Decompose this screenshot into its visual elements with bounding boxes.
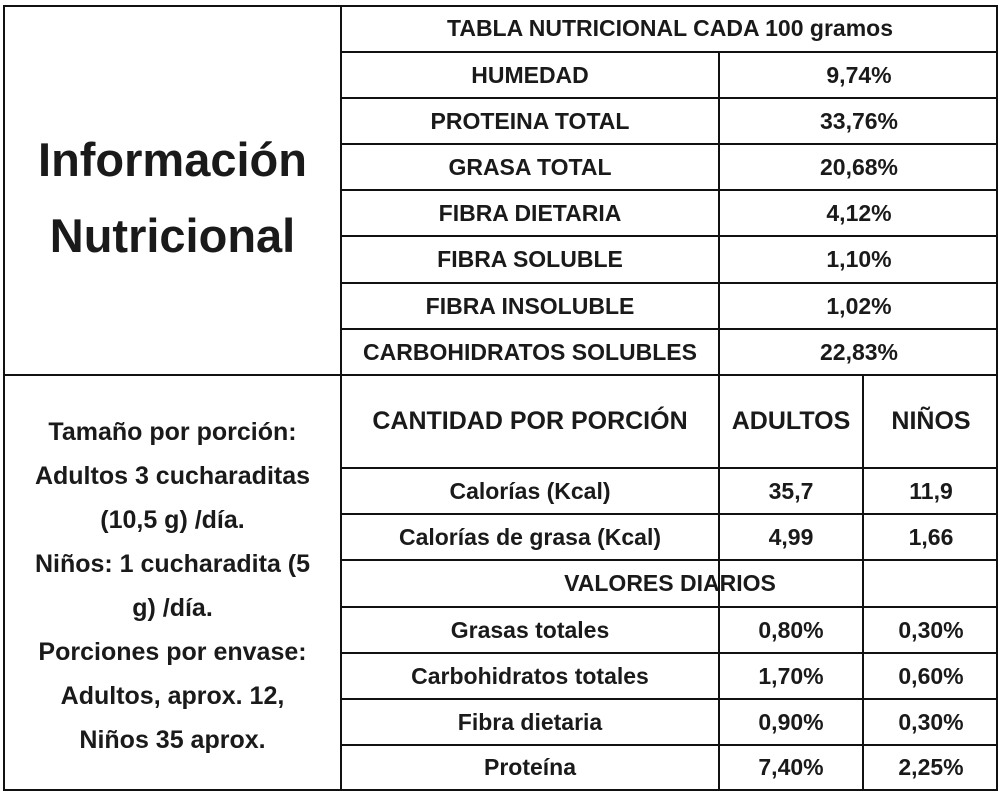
serving-line: Adultos 3 cucharaditas <box>34 462 311 490</box>
serving-line: Adultos, aprox. 12, <box>60 682 285 710</box>
nutrient-label: CARBOHIDRATOS SOLUBLES <box>363 338 697 365</box>
title-line: Nutricional <box>49 209 296 262</box>
daily-row-kids: 0,60% <box>898 662 964 689</box>
serving-line: g) /día. <box>132 594 213 622</box>
nutrient-label: GRASA TOTAL <box>448 153 612 180</box>
serving-line: (10,5 g) /día. <box>100 506 245 534</box>
table-row-kids: 11,9 <box>909 477 953 504</box>
daily-row-adults: 7,40% <box>758 754 824 780</box>
section-header-daily-values: VALORES DIARIOS <box>564 570 776 596</box>
daily-row-label: Proteína <box>483 754 577 780</box>
table-row-adults: 35,7 <box>768 477 814 504</box>
serving-size-info <box>5 410 340 762</box>
daily-row-kids: 2,25% <box>898 754 964 780</box>
daily-row-label: Fibra dietaria <box>457 708 603 735</box>
serving-line: Porciones por envase: <box>38 638 307 666</box>
column-header-kids: NIÑOS <box>891 407 971 435</box>
serving-line: Niños 35 aprox. <box>79 726 266 754</box>
daily-row-adults: 1,70% <box>758 662 824 689</box>
nutrient-value: 4,12% <box>826 199 892 226</box>
daily-row-adults: 0,90% <box>758 708 824 735</box>
serving-line: Niños: 1 cucharadita (5 <box>34 550 311 578</box>
daily-row-adults: 0,80% <box>758 616 824 643</box>
daily-row-label: Grasas totales <box>450 616 610 643</box>
serving-line: Tamaño por porción: <box>48 418 297 446</box>
column-header-adults: ADULTOS <box>731 407 851 435</box>
daily-row-label: Carbohidratos totales <box>411 662 649 689</box>
column-header-amount: CANTIDAD POR PORCIÓN <box>372 407 688 435</box>
nutrient-value: 22,83% <box>819 338 898 365</box>
table-row-label: Calorías de grasa (Kcal) <box>398 523 662 550</box>
nutrient-label: FIBRA DIETARIA <box>438 199 622 226</box>
nutrient-value: 1,10% <box>826 246 892 272</box>
title-line: Información <box>38 133 307 186</box>
nutrient-value: 1,02% <box>826 292 892 319</box>
nutrient-value: 20,68% <box>819 153 898 180</box>
nutrient-value: 9,74% <box>826 61 892 88</box>
daily-row-kids: 0,30% <box>898 708 964 735</box>
nutrient-label: PROTEINA TOTAL <box>430 107 630 134</box>
table-row-adults: 4,99 <box>768 523 814 550</box>
nutrient-label: FIBRA INSOLUBLE <box>425 292 635 319</box>
nutrient-label: FIBRA SOLUBLE <box>437 246 623 272</box>
nutrient-label: HUMEDAD <box>471 61 589 88</box>
page-title <box>5 120 340 276</box>
nutrient-value: 33,76% <box>819 107 898 134</box>
daily-row-kids: 0,30% <box>898 616 964 643</box>
table-header: TABLA NUTRICIONAL CADA 100 gramos <box>447 14 893 41</box>
table-row-label: Calorías (Kcal) <box>449 477 611 504</box>
table-row-kids: 1,66 <box>908 523 954 550</box>
